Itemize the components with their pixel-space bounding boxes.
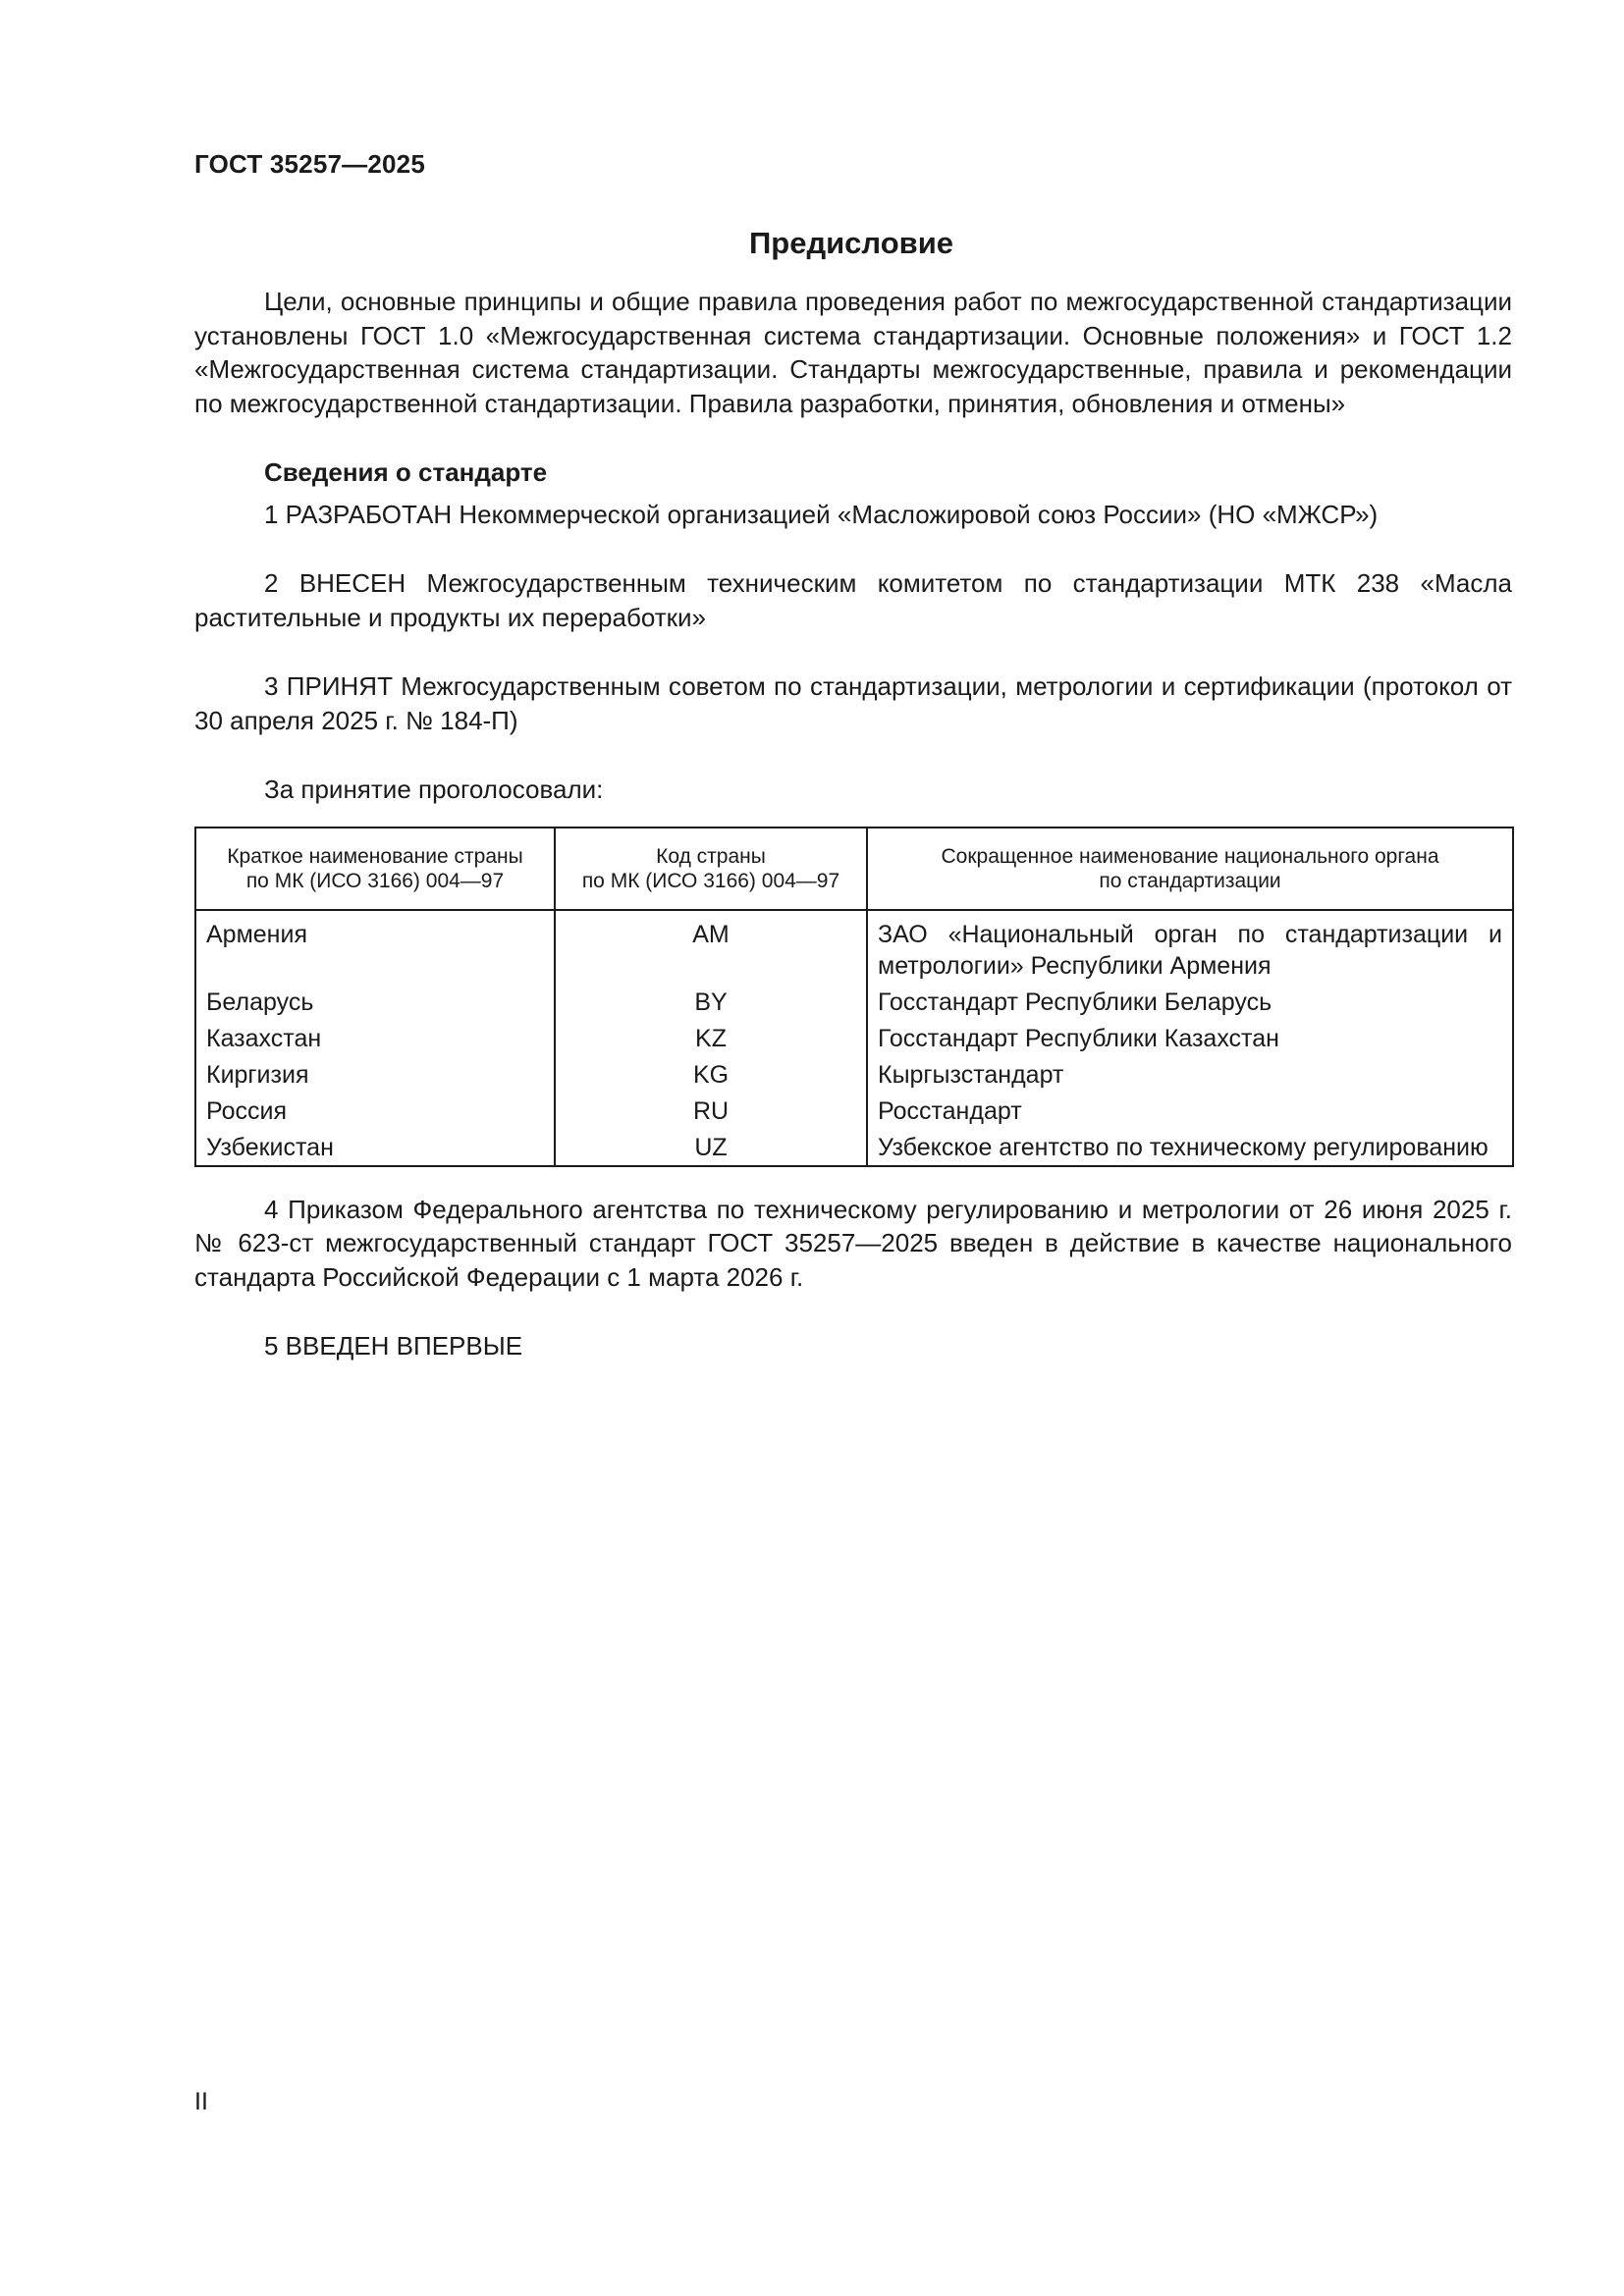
table-row — [195, 982, 1513, 1018]
table-row — [195, 1054, 1513, 1091]
item-4-enacted: 4 Приказом Федерального агентства по техническому регулированию и метрологии от 26 июня 2025 г. № 623-ст межгосударственный стандарт ГОСТ 35257—2025 введен в действие в качестве национального стандарта Российской Федерации с 1 марта 2026 г. — [194, 1194, 1512, 1292]
cell-code: RU — [555, 1091, 867, 1127]
item-2-introduced: 2 ВНЕСЕН Межгосударственным техническим комитетом по стандартизации МТК 238 «Масла растительные и продукты их переработки» — [194, 568, 1512, 632]
cell-code: AM — [555, 910, 867, 982]
cell-org: Росстандарт — [878, 1096, 1022, 1125]
cell-org: Кыргызстандарт — [878, 1060, 1064, 1089]
cell-code: KG — [555, 1054, 867, 1091]
intro-paragraph: Цели, основные принципы и общие правила проведения работ по межгосударственной стандартизации установлены ГОСТ 1.0 «Межгосударственная система стандартизации. Основные положения» и ГОСТ 1.2 «Межгосударственная система стандартизации. Стандарты межгосударственные, правила и рекомендации по межгосударственной стандартизации. Правила разработки, принятия, обновления и отмены» — [194, 287, 1512, 418]
cell-country: Армения — [195, 910, 555, 982]
item-5-first-introduced: 5 ВВЕДЕН ВПЕРВЫЕ — [264, 1331, 523, 1361]
cell-code: BY — [555, 982, 867, 1018]
table-row — [195, 1091, 1513, 1127]
header-code-line-1: Код страны — [656, 844, 766, 868]
cell-country: Казахстан — [195, 1018, 555, 1054]
votes-table — [194, 827, 1514, 1167]
cell-org: Узбекское агентство по техническому регулированию — [878, 1133, 1489, 1161]
cell-code: KZ — [555, 1018, 867, 1054]
cell-org: Госстандарт Республики Беларусь — [878, 988, 1272, 1016]
cell-org: Госстандарт Республики Казахстан — [878, 1024, 1279, 1052]
header-country-line-1: Краткое наименование страны — [227, 844, 523, 868]
header-code-line-2: по МК (ИСО 3166) 004—97 — [581, 869, 840, 892]
info-heading: Сведения о стандарте — [264, 457, 548, 487]
page-content — [194, 285, 1512, 1363]
header-country-line-2: по МК (ИСО 3166) 004—97 — [245, 869, 505, 892]
item-3-adopted: 3 ПРИНЯТ Межгосударственным советом по стандартизации, метрологии и сертификации (протокол от 30 апреля 2025 г. № 184-П) — [194, 671, 1512, 735]
table-row — [195, 1018, 1513, 1054]
table-row — [195, 910, 1513, 982]
cell-code: UZ — [555, 1127, 867, 1166]
votes-intro: За принятие проголосовали: — [264, 774, 604, 804]
cell-country: Киргизия — [195, 1054, 555, 1091]
document-code: ГОСТ 35257—2025 — [194, 149, 425, 179]
cell-country: Россия — [195, 1091, 555, 1127]
header-country — [195, 828, 555, 910]
header-org-line-1: Сокращенное наименование национального органа — [941, 844, 1439, 868]
header-code — [555, 828, 867, 910]
table-row — [195, 1127, 1513, 1166]
page-number: II — [194, 2088, 208, 2115]
cell-country: Узбекистан — [195, 1127, 555, 1166]
cell-country: Беларусь — [195, 982, 555, 1018]
section-title: Предисловие — [748, 226, 953, 260]
table-header-row — [195, 828, 1513, 910]
header-org-line-2: по стандартизации — [1099, 869, 1281, 892]
header-org — [867, 828, 1513, 910]
cell-org: ЗАО «Национальный орган по стандартизации и метрологии» Республики Армения — [878, 920, 1502, 980]
item-1-developed: 1 РАЗРАБОТАН Некоммерческой организацией «Масложировой союз России» (НО «МЖСР») — [264, 499, 1379, 529]
